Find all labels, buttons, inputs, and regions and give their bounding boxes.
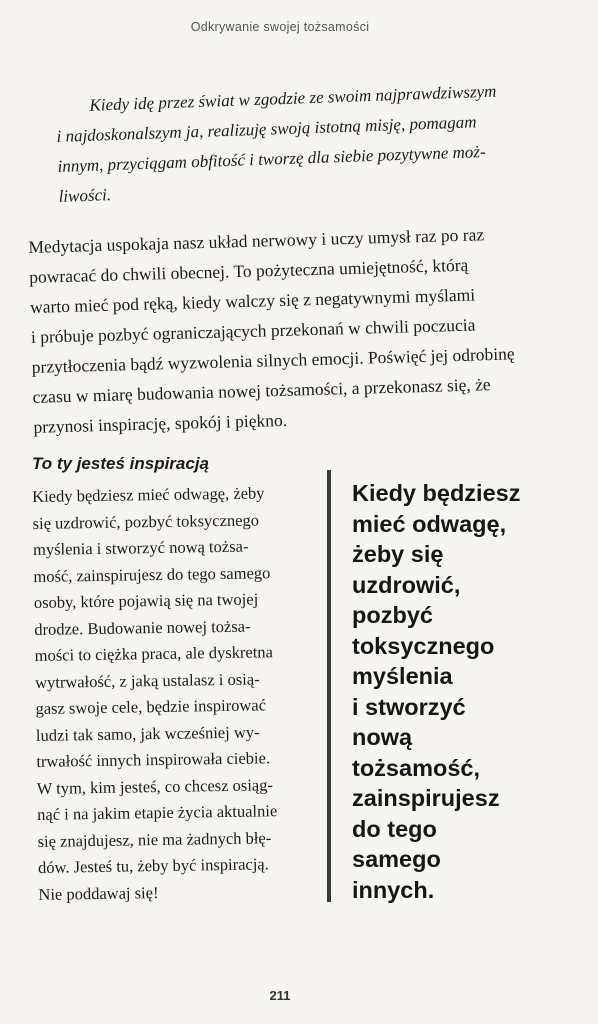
page-number: 211: [269, 988, 291, 1003]
pull-quote-divider: [327, 470, 331, 902]
section-line: osoby, które pojawią się na twojej: [33, 589, 259, 612]
section-line: się uzdrowić, pozbyć toksycznego: [32, 509, 260, 533]
paragraph-line: przytłoczenia bądź wyzwolenia silnych emocji. Poświęć jej odrobinę: [31, 343, 515, 377]
pull-quote-line: Kiedy będziesz: [352, 480, 521, 506]
pull-quote-line: nową: [352, 724, 413, 750]
section-line: ludzi tak samo, jak wcześniej wy-: [35, 721, 260, 745]
pull-quote-line: myślenia: [352, 663, 453, 689]
body-paragraph: [28, 218, 548, 442]
paragraph-line: Medytacja uspokaja nasz układ nerwowy i uczy umysł raz po raz: [28, 224, 485, 257]
quote-line: liwości.: [58, 185, 112, 206]
paragraph-line: warto mieć pod ręką, kiedy walczy się z negatywnymi myślami: [29, 284, 476, 317]
quote-line: innym, przyciągam obfitość i tworzę dla siebie pozytywne moż-: [57, 142, 486, 176]
pull-quote-line: i stworzyć: [352, 693, 466, 720]
intro-quote: [55, 75, 537, 212]
section-line: gasz swoje cele, będzie inspirować: [35, 695, 267, 718]
section-line: wytrwałość, z jaką ustalasz i osią-: [34, 668, 260, 692]
quote-line: Kiedy idę przez świat w zgodzie ze swoim najprawdziwszym: [89, 81, 497, 115]
pull-quote-line: uzdrowić,: [352, 571, 461, 598]
pull-quote-line: toksycznego: [352, 632, 495, 659]
section-line: dów. Jesteś tu, żeby być inspiracją.: [37, 854, 269, 877]
paragraph-line: czasu w miarę budowania nowej tożsamości, a przekonasz się, że: [32, 374, 491, 407]
running-header: Odkrywanie swojej tożsamości: [190, 20, 370, 34]
paragraph-line: powracać do chwili obecnej. To pożyteczna umiejętność, którą: [28, 254, 469, 287]
pull-quote-line: innych.: [352, 876, 435, 903]
section-line: się znajdujesz, nie ma żadnych błę-: [37, 827, 272, 851]
pull-quote: [352, 478, 552, 905]
section-line: myślenia i stworzyć nową tożsa-: [32, 536, 249, 559]
pull-quote-line: do tego: [352, 815, 437, 842]
pull-quote-line: tożsamość,: [352, 754, 480, 781]
pull-quote-line: żeby się: [352, 541, 444, 567]
section-line: drodze. Budowanie nowej tożsa-: [34, 616, 251, 639]
quote-line: i najdoskonalszym ja, realizuję swoją istotną misję, pomagam: [56, 112, 477, 146]
section-line: Nie poddawaj się!: [38, 882, 159, 904]
pull-quote-line: samego: [352, 846, 441, 872]
section-line: mości to ciężka praca, ale dyskretna: [34, 642, 274, 665]
section-heading: To ty jesteś inspiracją: [32, 454, 209, 473]
pull-quote-line: pozbyć: [352, 602, 433, 628]
pull-quote-line: mieć odwagę,: [352, 510, 507, 537]
paragraph-line: i próbuje pozbyć ograniczających przekonań w chwili poczucia: [30, 314, 476, 347]
section-line: trwałość innych inspirowała ciebie.: [36, 748, 271, 771]
section-line: nąć i na jakim etapie życia aktualnie: [37, 801, 278, 824]
section-body: [32, 480, 309, 908]
section-line: Kiedy będziesz mieć odwagę, żeby: [32, 483, 265, 506]
section-line: W tym, kim jesteś, co chcesz osiąg-: [36, 774, 274, 798]
pull-quote-line: zainspirujesz: [352, 785, 500, 811]
paragraph-line: przynosi inspirację, spokój i piękno.: [33, 409, 288, 437]
section-line: mość, zainspirujesz do tego samego: [33, 562, 271, 586]
